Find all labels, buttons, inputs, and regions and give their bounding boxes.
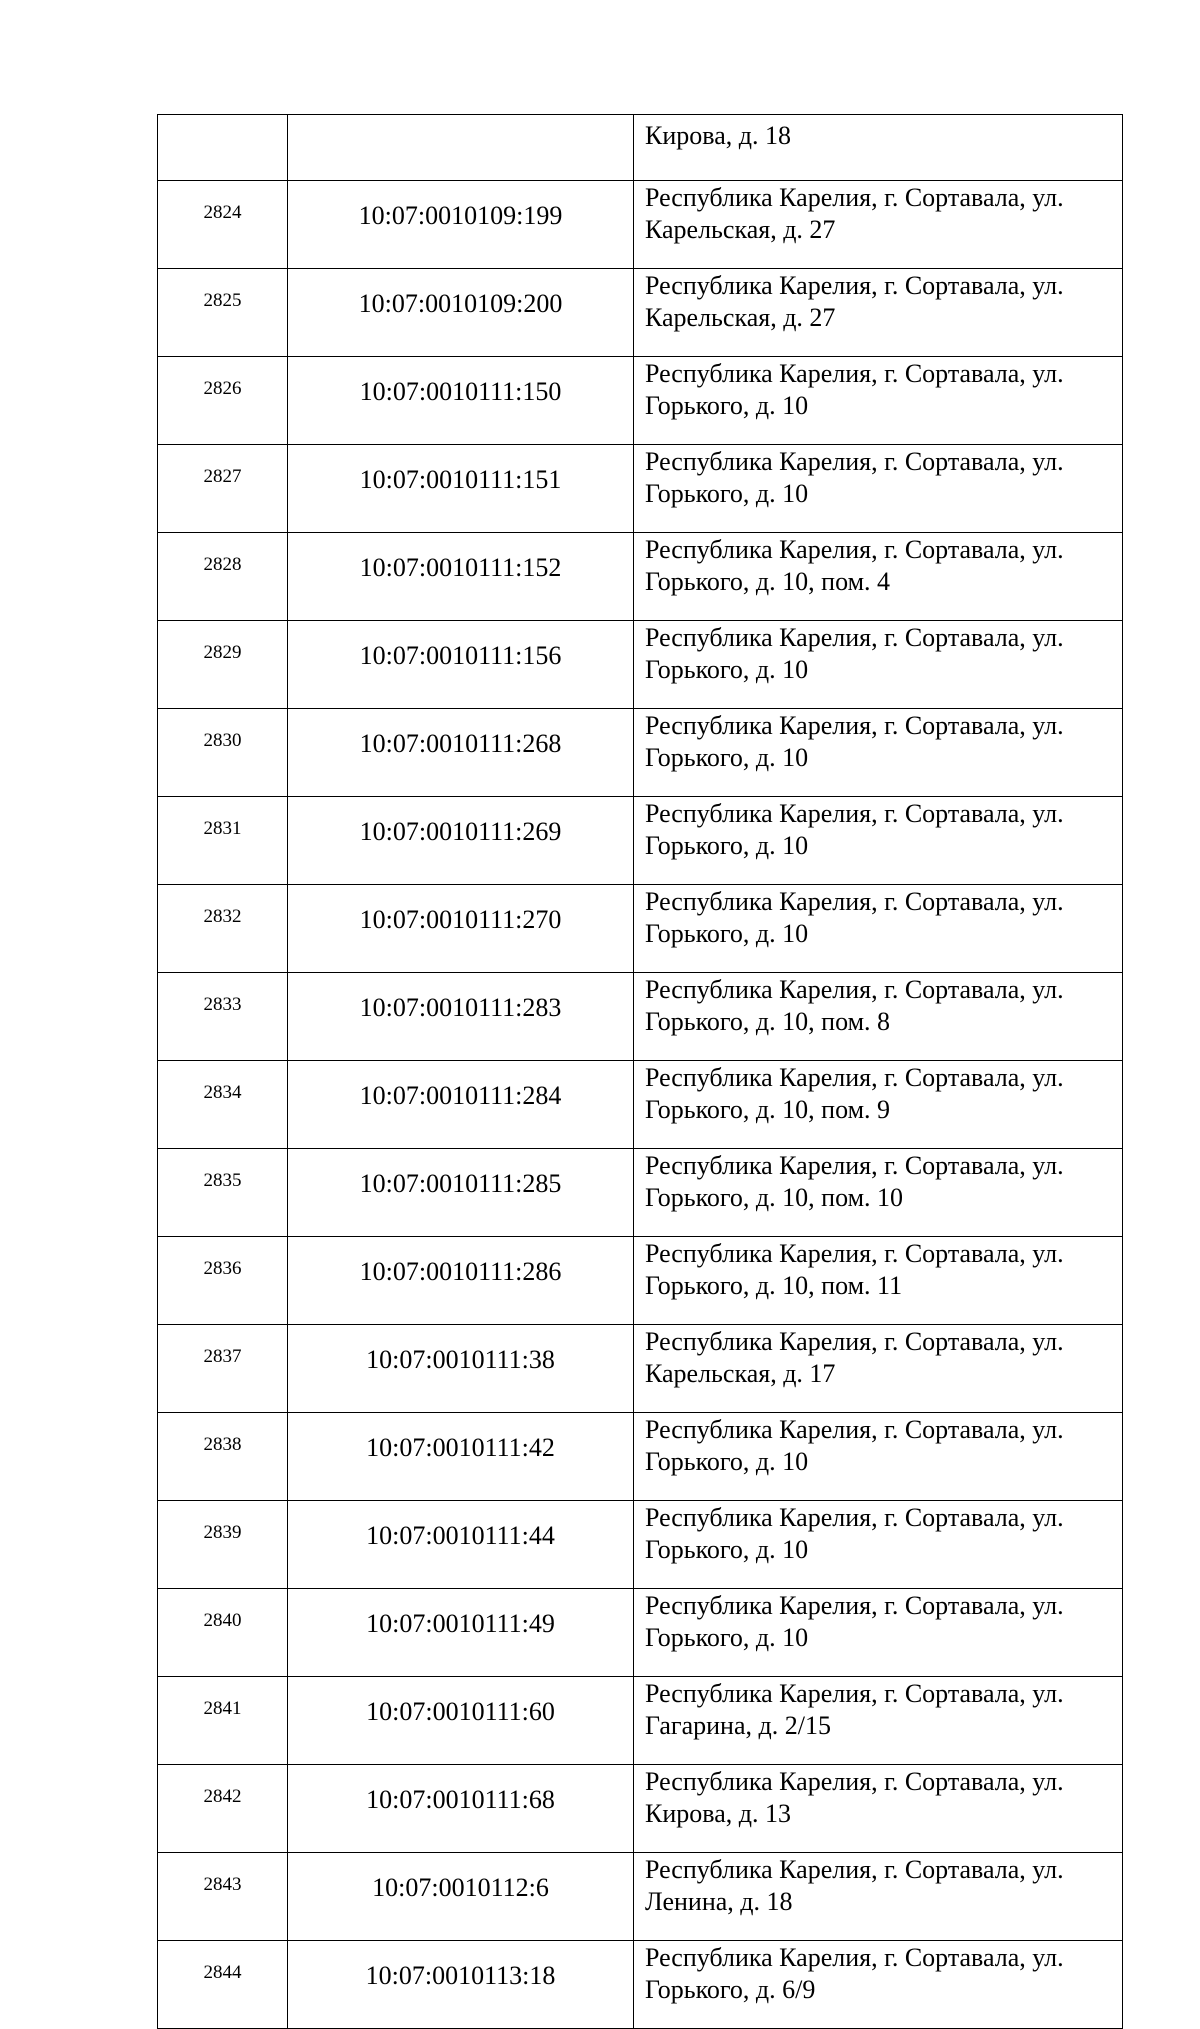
- address-line-2: Карельская, д. 17: [645, 1359, 836, 1388]
- table-row: [158, 445, 1123, 533]
- address-cell: [634, 1061, 1123, 1149]
- row-number-cell: 2836: [158, 1237, 288, 1325]
- table-row: [158, 1589, 1123, 1677]
- cadastral-number-cell: 10:07:0010113:18: [288, 1941, 634, 2029]
- row-number-cell: 2840: [158, 1589, 288, 1677]
- address-cell: [634, 269, 1123, 357]
- address-line-2: Гагарина, д. 2/15: [645, 1711, 831, 1740]
- row-number-cell: 2844: [158, 1941, 288, 2029]
- address-line-2: Горького, д. 10: [645, 655, 809, 684]
- cadastral-number-cell: 10:07:0010111:150: [288, 357, 634, 445]
- address-line-2: Горького, д. 10, пом. 9: [645, 1095, 891, 1124]
- cadastral-number-cell: 10:07:0010111:44: [288, 1501, 634, 1589]
- cadastral-number-cell: 10:07:0010112:6: [288, 1853, 634, 1941]
- address-cell: [634, 709, 1123, 797]
- cadastral-number-cell: 10:07:0010111:283: [288, 973, 634, 1061]
- address-cell: [634, 357, 1123, 445]
- row-number-cell: 2834: [158, 1061, 288, 1149]
- address-cell: [634, 1589, 1123, 1677]
- address-cell: [634, 445, 1123, 533]
- row-number-cell: 2832: [158, 885, 288, 973]
- address-line-2: Карельская, д. 27: [645, 215, 836, 244]
- address-cell: [634, 1853, 1123, 1941]
- row-number-cell: 2827: [158, 445, 288, 533]
- table-row: [158, 1413, 1123, 1501]
- address-line-1: Республика Карелия, г. Сортавала, ул.: [645, 1151, 1064, 1180]
- table-row: [158, 709, 1123, 797]
- address-cell: [634, 885, 1123, 973]
- address-cell: [634, 1765, 1123, 1853]
- cadastral-number-cell: 10:07:0010111:68: [288, 1765, 634, 1853]
- address-line-2: Горького, д. 10: [645, 1535, 809, 1564]
- address-line-2: Горького, д. 10: [645, 391, 809, 420]
- row-number-cell: 2830: [158, 709, 288, 797]
- address-line-2: Горького, д. 10, пом. 4: [645, 567, 891, 596]
- address-line-2: Кирова, д. 13: [645, 1799, 791, 1828]
- address-line-1: Республика Карелия, г. Сортавала, ул.: [645, 1943, 1064, 1972]
- address-cell: [634, 181, 1123, 269]
- address-line-1: Республика Карелия, г. Сортавала, ул.: [645, 1503, 1064, 1532]
- table-row: [158, 885, 1123, 973]
- row-number-cell: 2825: [158, 269, 288, 357]
- cadastral-number-cell: 10:07:0010111:285: [288, 1149, 634, 1237]
- address-line-1: Республика Карелия, г. Сортавала, ул.: [645, 183, 1064, 212]
- address-cell: [634, 1501, 1123, 1589]
- row-number-cell: 2841: [158, 1677, 288, 1765]
- address-line-2: Горького, д. 10, пом. 10: [645, 1183, 904, 1212]
- table-row: [158, 1149, 1123, 1237]
- address-cell: [634, 1677, 1123, 1765]
- address-line-2: Горького, д. 10, пом. 11: [645, 1271, 903, 1300]
- address-line-1: Республика Карелия, г. Сортавала, ул.: [645, 1679, 1064, 1708]
- cadastral-number-cell: 10:07:0010111:156: [288, 621, 634, 709]
- row-number-cell: 2824: [158, 181, 288, 269]
- row-number-cell: 2842: [158, 1765, 288, 1853]
- address-line-1: Республика Карелия, г. Сортавала, ул.: [645, 887, 1064, 916]
- row-number-cell: 2828: [158, 533, 288, 621]
- table-row: [158, 269, 1123, 357]
- address-line-2: Горького, д. 10: [645, 1623, 809, 1652]
- cadastral-number-cell: [288, 115, 634, 181]
- table-row: [158, 1765, 1123, 1853]
- address-line-2: Горького, д. 10, пом. 8: [645, 1007, 891, 1036]
- address-line-1: Республика Карелия, г. Сортавала, ул.: [645, 1239, 1064, 1268]
- cadastral-number-cell: 10:07:0010111:268: [288, 709, 634, 797]
- address-cell: [634, 1413, 1123, 1501]
- address-line-1: Республика Карелия, г. Сортавала, ул.: [645, 623, 1064, 652]
- row-number-cell: 2837: [158, 1325, 288, 1413]
- address-line-2: Горького, д. 10: [645, 1447, 809, 1476]
- table-row: [158, 797, 1123, 885]
- table-row: [158, 1501, 1123, 1589]
- address-line-2: Горького, д. 10: [645, 743, 809, 772]
- address-cell: [634, 1149, 1123, 1237]
- row-number-cell: 2843: [158, 1853, 288, 1941]
- row-number-cell: 2833: [158, 973, 288, 1061]
- address-line-2: Горького, д. 6/9: [645, 1975, 816, 2004]
- address-line-1: Республика Карелия, г. Сортавала, ул.: [645, 1415, 1064, 1444]
- registry-table: [157, 114, 1123, 2029]
- cadastral-number-cell: 10:07:0010111:152: [288, 533, 634, 621]
- table-row: [158, 1061, 1123, 1149]
- address-line-1: Республика Карелия, г. Сортавала, ул.: [645, 1855, 1064, 1884]
- cadastral-number-cell: 10:07:0010111:38: [288, 1325, 634, 1413]
- cadastral-number-cell: 10:07:0010111:284: [288, 1061, 634, 1149]
- table-row: [158, 621, 1123, 709]
- table-row: [158, 1237, 1123, 1325]
- row-number-cell: 2838: [158, 1413, 288, 1501]
- address-line-1: Республика Карелия, г. Сортавала, ул.: [645, 359, 1064, 388]
- cadastral-number-cell: 10:07:0010109:200: [288, 269, 634, 357]
- cadastral-number-cell: 10:07:0010111:286: [288, 1237, 634, 1325]
- cadastral-number-cell: 10:07:0010111:42: [288, 1413, 634, 1501]
- address-line-1: Республика Карелия, г. Сортавала, ул.: [645, 799, 1064, 828]
- address-cell: [634, 973, 1123, 1061]
- row-number-cell: 2835: [158, 1149, 288, 1237]
- table-row: [158, 1853, 1123, 1941]
- cadastral-number-cell: 10:07:0010111:60: [288, 1677, 634, 1765]
- cadastral-number-cell: 10:07:0010111:269: [288, 797, 634, 885]
- address-line-1: Республика Карелия, г. Сортавала, ул.: [645, 447, 1064, 476]
- table-row: [158, 533, 1123, 621]
- address-cell: [634, 621, 1123, 709]
- row-number-cell: [158, 115, 288, 181]
- address-line-1: Республика Карелия, г. Сортавала, ул.: [645, 1063, 1064, 1092]
- address-cell: [634, 1237, 1123, 1325]
- table-row: [158, 1941, 1123, 2029]
- table-row: [158, 973, 1123, 1061]
- address-line-1: Республика Карелия, г. Сортавала, ул.: [645, 1327, 1064, 1356]
- address-line-2: Карельская, д. 27: [645, 303, 836, 332]
- address-line-1: Республика Карелия, г. Сортавала, ул.: [645, 1591, 1064, 1620]
- address-line-1: Республика Карелия, г. Сортавала, ул.: [645, 1767, 1064, 1796]
- registry-table-body: [158, 115, 1123, 2029]
- address-cell: [634, 1941, 1123, 2029]
- address-line-2: Горького, д. 10: [645, 479, 809, 508]
- row-number-cell: 2829: [158, 621, 288, 709]
- address-line-1: Республика Карелия, г. Сортавала, ул.: [645, 711, 1064, 740]
- address-cell: [634, 115, 1123, 181]
- address-line-1: Республика Карелия, г. Сортавала, ул.: [645, 535, 1064, 564]
- row-number-cell: 2826: [158, 357, 288, 445]
- cadastral-number-cell: 10:07:0010109:199: [288, 181, 634, 269]
- cadastral-number-cell: 10:07:0010111:49: [288, 1589, 634, 1677]
- address-cell: [634, 1325, 1123, 1413]
- table-row: [158, 181, 1123, 269]
- address-line-1: Республика Карелия, г. Сортавала, ул.: [645, 975, 1064, 1004]
- address-line-1: Республика Карелия, г. Сортавала, ул.: [645, 271, 1064, 300]
- address-line-2: Ленина, д. 18: [645, 1887, 793, 1916]
- address-line-2: Горького, д. 10: [645, 831, 809, 860]
- address-cell: [634, 533, 1123, 621]
- cadastral-number-cell: 10:07:0010111:270: [288, 885, 634, 973]
- address-cell: [634, 797, 1123, 885]
- row-number-cell: 2839: [158, 1501, 288, 1589]
- cadastral-number-cell: 10:07:0010111:151: [288, 445, 634, 533]
- table-row: [158, 1677, 1123, 1765]
- table-row: [158, 1325, 1123, 1413]
- address-line-2: Горького, д. 10: [645, 919, 809, 948]
- table-row: [158, 357, 1123, 445]
- table-row-continuation: [158, 115, 1123, 181]
- address-line: Кирова, д. 18: [645, 121, 791, 150]
- row-number-cell: 2831: [158, 797, 288, 885]
